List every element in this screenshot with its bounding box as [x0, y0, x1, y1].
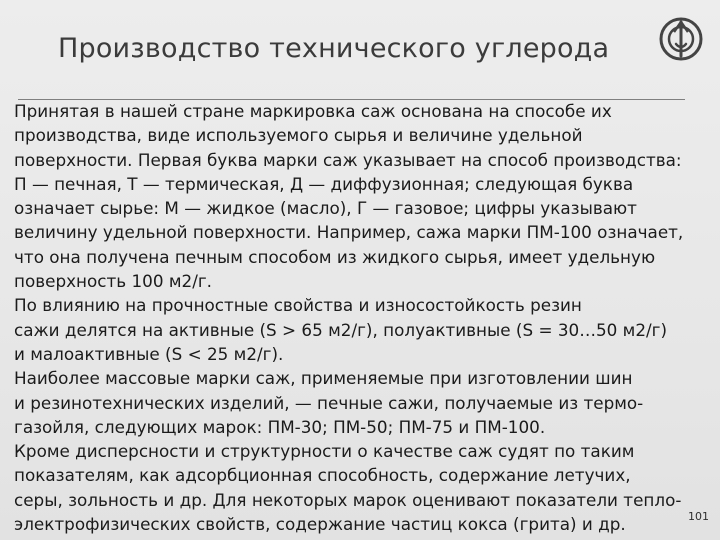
text-line-2: производства, виде используемого сырья и величине удельной [14, 125, 583, 146]
text-line-7: что она получена печным способом из жидкого сырья, имеет удельную [14, 246, 656, 267]
text-line-1: Принятая в нашей стране маркировка саж основана на способе их [14, 101, 612, 121]
text-line-5: означает сырье: М — жидкое (масло), Г — газовое; цифры указывают [14, 198, 637, 219]
text-line-3: поверхности. Первая буква марки саж указывает на способ производства: [14, 149, 682, 170]
page-title: Производство технического углерода [58, 33, 610, 64]
text-line-12: Наиболее массовые марки саж, применяемые при изготовлении шин [14, 368, 633, 389]
text-line-16: показателям, как адсорбционная способность, содержание летучих, [14, 465, 631, 486]
text-line-10: сажи делятся на активные (S > 65 м2/г), полуактивные (S = 30…50 м2/г) [14, 319, 668, 340]
text-line-8: поверхность 100 м2/г. [14, 271, 213, 292]
compass-logo-icon [656, 14, 706, 64]
text-line-14: газойля, следующих марок: ПМ-30; ПМ-50; ПМ-75 и ПМ-100. [14, 416, 546, 437]
text-line-18: электрофизических свойств, содержание частиц кокса (грита) и др. [14, 514, 626, 535]
text-line-6: величину удельной поверхности. Например, сажа марки ПМ-100 означает, [14, 222, 684, 243]
text-line-15: Кроме дисперсности и структурности о качестве саж судят по таким [14, 441, 635, 462]
text-line-17: серы, зольность и др. Для некоторых марок оценивают показатели тепло- [14, 489, 682, 510]
page-number: 101 [688, 510, 709, 523]
text-line-11: и малоактивные (S < 25 м2/г). [14, 343, 284, 364]
text-line-4: П — печная, Т — термическая, Д — диффузионная; следующая буква [14, 173, 634, 194]
text-line-9: По влиянию на прочностные свойства и износостойкость резин [14, 295, 582, 316]
body-text [14, 99, 714, 536]
text-line-13: и резинотехнических изделий, — печные сажи, получаемые из термо- [14, 392, 644, 413]
